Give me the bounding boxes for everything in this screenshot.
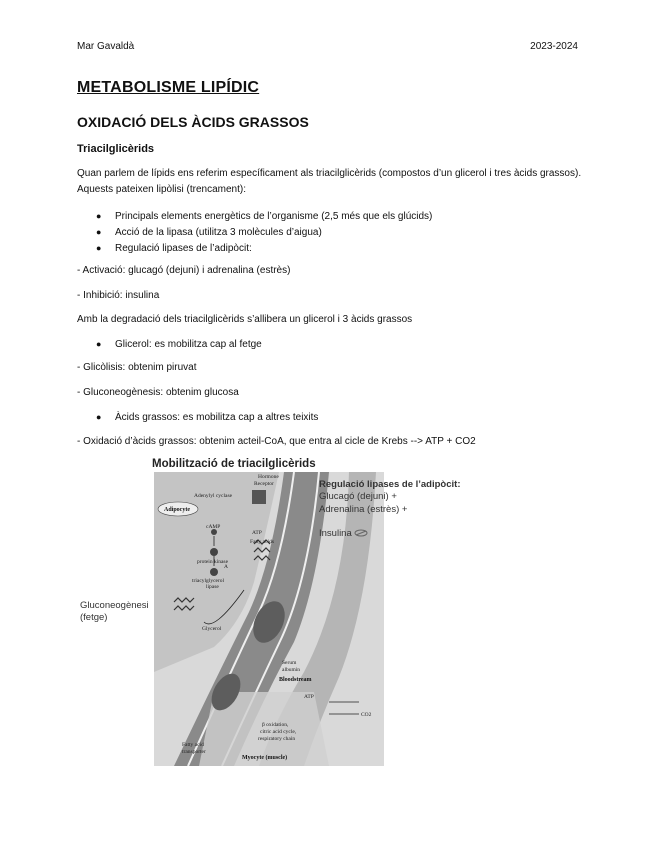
figure-adrenaline-label: Adrenalina (estrès) + xyxy=(319,504,408,515)
inhibit-icon xyxy=(354,529,368,537)
label-beta-oxidation: β oxidation, xyxy=(262,722,289,728)
label-bloodstream: Bloodstream xyxy=(279,677,312,683)
oxidation-line: - Oxidació d’àcids grassos: obtenim acteil-CoA, que entra al cicle de Krebs --> ATP + CO2 xyxy=(77,436,476,447)
glycolysis-line: - Glicòlisis: obtenim piruvat xyxy=(77,362,197,373)
figure-title: Mobilització de triacilglicèrids xyxy=(152,458,316,470)
bullet-icon: ● xyxy=(96,211,102,221)
header-year: 2023-2024 xyxy=(530,41,578,52)
header-author: Mar Gavaldà xyxy=(77,41,135,52)
bullet-item xyxy=(96,224,322,241)
label-atp-2: ATP xyxy=(304,694,314,700)
activation-line: - Activació: glucagó (dejuni) i adrenalina (estrès) xyxy=(77,265,291,276)
label-glycerol: Glycerol xyxy=(202,626,222,632)
gluconeogenesis-line: - Gluconeogènesis: obtenim glucosa xyxy=(77,387,239,398)
pka-molecule xyxy=(210,548,218,556)
lipase-molecule xyxy=(210,568,218,576)
page-title: METABOLISME LIPÍDIC xyxy=(77,79,260,96)
label-triacylglycerol: triacylglycerol xyxy=(192,578,225,584)
bullet-icon: ● xyxy=(96,243,102,253)
label-transporter: transporter xyxy=(182,749,206,755)
figure-regulation-title: Regulació lipases de l’adipòcit: xyxy=(319,479,461,490)
label-a: A xyxy=(224,564,228,570)
label-myocyte: Myocyte (muscle) xyxy=(242,755,288,761)
bullet-text: Acció de la lipasa (utilitza 3 molècules d’aigua) xyxy=(115,227,322,238)
label-lipase: lipase xyxy=(206,584,219,590)
bullet-icon: ● xyxy=(96,339,102,349)
bullet-item xyxy=(96,240,252,257)
figure-gluconeogenesis-label: Gluconeogènesi xyxy=(80,600,149,611)
receptor-shape xyxy=(252,490,266,504)
figure-glucagon-label: Glucagó (dejuni) + xyxy=(319,491,397,502)
label-fatty-acids: Fatty acids xyxy=(250,539,274,545)
bullet-text: Àcids grassos: es mobilitza cap a altres teixits xyxy=(115,412,319,423)
bullet-item xyxy=(96,336,262,353)
label-serum: Serum xyxy=(282,660,297,666)
label-adipocyte: Adipocyte xyxy=(164,507,190,513)
figure-insulin-label: Insulina xyxy=(319,528,352,539)
intro-paragraph: Quan parlem de lípids ens referim específicament als triacilglicèrids (compostos d’un glicerol i tres àcids grassos). Aquests pateixen lipòlisi (trencament): xyxy=(77,168,582,195)
subsection-heading: Triacilglicèrids xyxy=(77,143,155,155)
label-co2: CO2 xyxy=(361,712,372,718)
label-receptor: Receptor xyxy=(254,481,274,487)
bullet-icon: ● xyxy=(96,227,102,237)
label-atp: ATP xyxy=(252,530,262,536)
inhibition-line: - Inhibició: insulina xyxy=(77,290,160,301)
bullet-text: Regulació lipases de l’adipòcit: xyxy=(115,243,252,254)
label-citric-acid-cycle: citric acid cycle, xyxy=(260,729,297,735)
degradation-paragraph: Amb la degradació dels triacilglicèrids s’allibera un glicerol i 3 àcids grassos xyxy=(77,314,413,325)
bullet-icon: ● xyxy=(96,412,102,422)
figure-liver-label: (fetge) xyxy=(80,612,108,623)
section-heading: OXIDACIÓ DELS ÀCIDS GRASSOS xyxy=(77,114,309,130)
label-protein-kinase: protein kinase xyxy=(197,559,229,565)
label-albumin: albumin xyxy=(282,667,301,673)
figure-insulin-row xyxy=(319,528,368,539)
label-hormone: Hormone xyxy=(258,474,279,480)
label-adenylyl-cyclase: Adenylyl cyclase xyxy=(194,493,233,499)
bullet-text: Glicerol: es mobilitza cap al fetge xyxy=(115,339,262,350)
label-respiratory-chain: respiratory chain xyxy=(258,736,296,742)
label-fatty-acid: Fatty acid xyxy=(182,742,204,748)
mobilization-figure xyxy=(76,458,496,768)
triacylglycerol-mobilization-diagram xyxy=(154,472,384,766)
bullet-item xyxy=(96,208,432,225)
bullet-item xyxy=(96,409,318,426)
bullet-text: Principals elements energètics de l’organisme (2,5 més que els glúcids) xyxy=(115,211,433,222)
label-camp: cAMP xyxy=(206,524,221,530)
